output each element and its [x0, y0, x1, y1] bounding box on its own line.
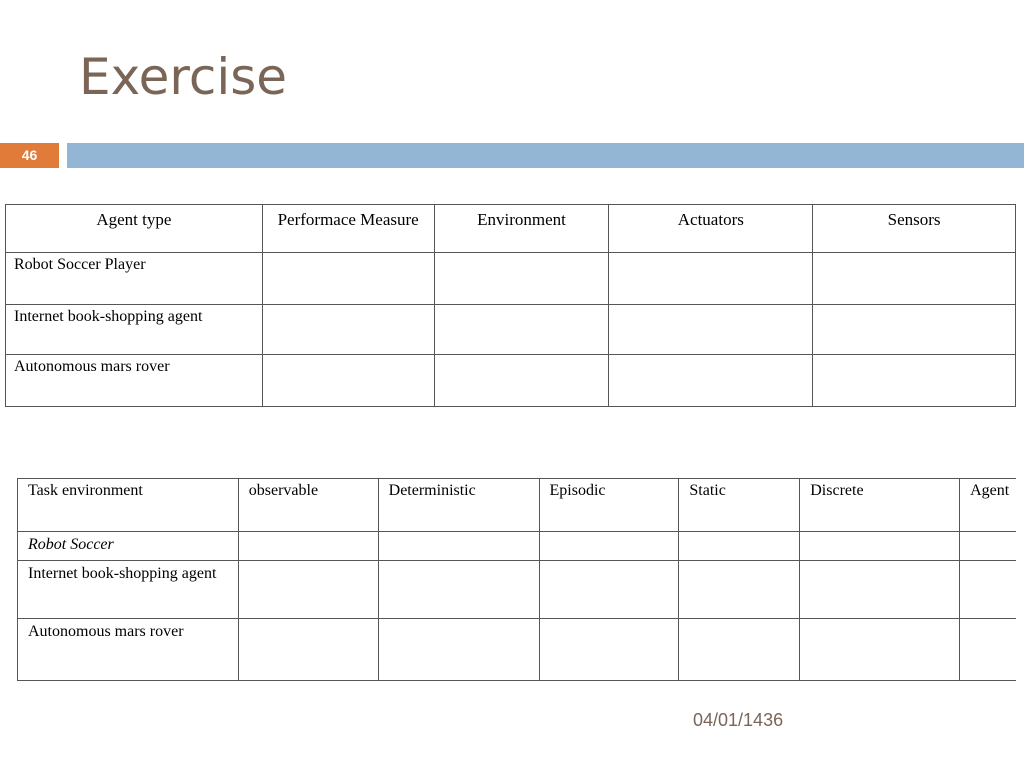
table-header-row — [6, 205, 1016, 253]
table-cell — [800, 532, 960, 561]
table-cell — [813, 355, 1016, 407]
slide-number-badge: 46 — [0, 143, 59, 168]
table-row — [18, 619, 1017, 681]
header-discrete: Discrete — [800, 479, 960, 532]
header-environment: Environment — [434, 205, 609, 253]
table-cell: Internet book-shopping agent — [18, 561, 239, 619]
table-cell — [539, 619, 679, 681]
slide-date: 04/01/1436 — [693, 710, 784, 730]
header-static: Static — [679, 479, 800, 532]
table-cell — [238, 532, 378, 561]
table-cell — [539, 561, 679, 619]
table-cell — [800, 619, 960, 681]
table-cell — [679, 532, 800, 561]
header-performance-measure: Performace Measure — [262, 205, 434, 253]
table-cell — [609, 253, 813, 305]
table-cell — [679, 561, 800, 619]
table-cell: Autonomous mars rover — [18, 619, 239, 681]
header-actuators: Actuators — [609, 205, 813, 253]
header-task-environment: Task environment — [18, 479, 239, 532]
table-cell — [238, 619, 378, 681]
table-cell: Internet book-shopping agent — [6, 305, 263, 355]
header-agent-type: Agent type — [6, 205, 263, 253]
table-cell — [609, 355, 813, 407]
slide-title: Exercise — [79, 48, 288, 106]
table-cell — [378, 561, 539, 619]
title-accent-bar — [67, 143, 1024, 168]
header-episodic: Episodic — [539, 479, 679, 532]
table-cell — [960, 561, 1016, 619]
table-header-row — [18, 479, 1017, 532]
header-sensors: Sensors — [813, 205, 1016, 253]
table-cell — [378, 619, 539, 681]
header-observable: observable — [238, 479, 378, 532]
table-cell — [434, 253, 609, 305]
table-cell — [609, 305, 813, 355]
table-cell — [434, 355, 609, 407]
table-cell — [813, 305, 1016, 355]
table-cell — [539, 532, 679, 561]
table-cell: Robot Soccer — [18, 532, 239, 561]
table-cell — [238, 561, 378, 619]
table-row — [6, 253, 1016, 305]
table-row — [18, 532, 1017, 561]
task-environment-table-wrapper — [17, 478, 1016, 683]
table-cell — [960, 532, 1016, 561]
table-cell: Robot Soccer Player — [6, 253, 263, 305]
table-cell — [378, 532, 539, 561]
table-cell — [800, 561, 960, 619]
table-cell — [262, 305, 434, 355]
table-cell — [262, 355, 434, 407]
header-deterministic: Deterministic — [378, 479, 539, 532]
table-cell — [813, 253, 1016, 305]
table-cell: Autonomous mars rover — [6, 355, 263, 407]
table-row — [6, 355, 1016, 407]
table-cell — [434, 305, 609, 355]
table-row — [6, 305, 1016, 355]
task-environment-table — [17, 478, 1016, 681]
table-cell — [679, 619, 800, 681]
table-cell — [262, 253, 434, 305]
table-cell — [960, 619, 1016, 681]
table-row — [18, 561, 1017, 619]
header-agent: Agent — [960, 479, 1016, 532]
peas-table — [5, 204, 1016, 407]
